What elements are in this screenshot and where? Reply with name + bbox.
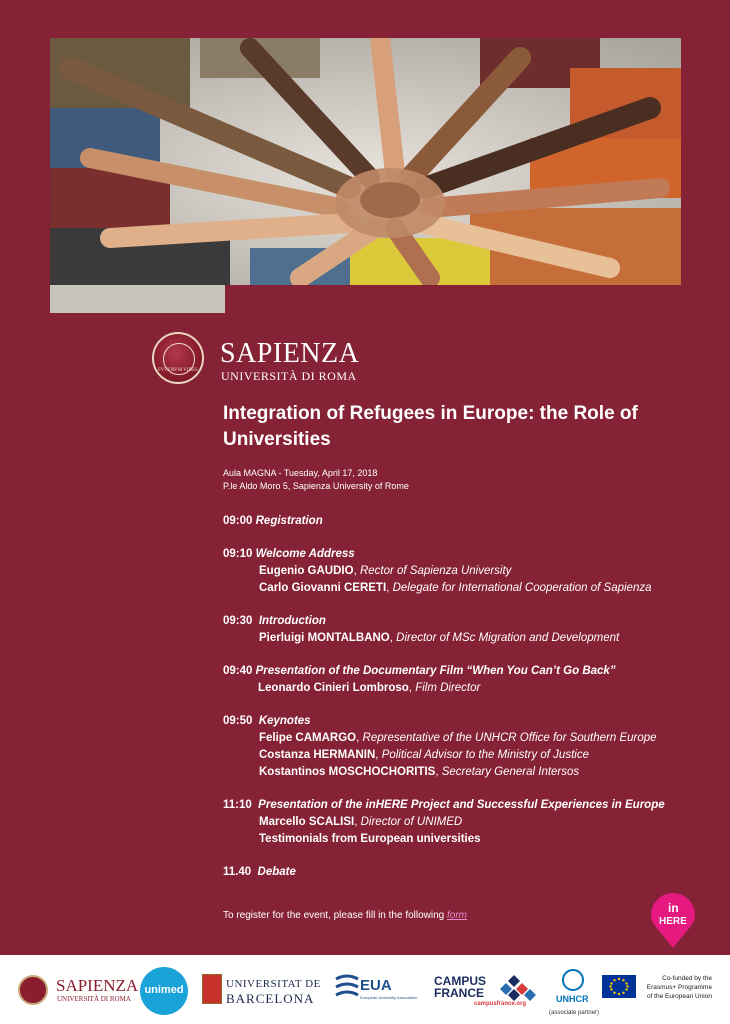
program-time: 09:00: [223, 515, 253, 527]
erasmus-line2: Erasmus+ Programme: [646, 984, 712, 991]
program-label: Keynotes: [258, 715, 311, 727]
inhere-line1: in: [668, 901, 679, 915]
speaker-name: Kostantinos MOSCHOCHORITIS: [259, 766, 436, 778]
program-item: 09:50 Keynotes Felipe CAMARGO, Representative of the UNHCR Office for Southern Europe Costanza HERMANIN, Political Advisor to the Ministry of Justice Kostantinos MOSCHOCHORITIS, Secretary General Intersos: [223, 715, 657, 778]
program-label: Registration: [255, 515, 323, 527]
speaker-role: Secretary General Intersos: [441, 766, 580, 778]
event-title: Integration of Refugees in Europe: the Role of Universities: [223, 403, 638, 450]
program-item: 09:10 Welcome Address Eugenio GAUDIO, Rector of Sapienza University Carlo Giovanni CERETI, Delegate for International Cooperation of Sapienza: [223, 548, 652, 594]
inhere-line2: HERE: [659, 916, 687, 927]
footer-campus-2: FRANCE: [434, 986, 484, 1000]
footer-unhcr-note: (associate partner): [549, 1010, 600, 1016]
program-time: 09:50: [223, 715, 253, 727]
footer-campus-url: campusfrance.org: [474, 1001, 527, 1007]
register-form-link[interactable]: form: [447, 910, 468, 921]
footer-eua-sub: European University Association: [360, 995, 418, 1000]
program-time: 09:30: [223, 615, 253, 627]
program-label: Welcome Address: [255, 548, 355, 560]
speaker-name: Carlo Giovanni CERETI: [259, 582, 387, 594]
university-name: SAPIENZA: [220, 338, 360, 369]
inhere-badge: [650, 893, 696, 949]
barcelona-shield-icon: [202, 974, 222, 1004]
program-label: Introduction: [258, 615, 326, 627]
program-label: Presentation of the inHERE Project and Successful Experiences in Europe: [258, 799, 665, 811]
program-label: Presentation of the Documentary Film “When You Can’t Go Back”: [255, 665, 616, 677]
sapienza-seal-icon: [152, 332, 204, 384]
program-time: 09:10: [223, 548, 253, 560]
venue-address: P.le Aldo Moro 5, Sapienza University of Rome: [223, 481, 409, 491]
erasmus-line3: of the European Union: [646, 993, 712, 1000]
program-item: 09:30 Introduction Pierluigi MONTALBANO, Director of MSc Migration and Development: [223, 615, 620, 644]
speaker-name: Leonardo Cinieri Lombroso: [258, 682, 409, 694]
footer-campus-1: CAMPUS: [434, 974, 487, 988]
program-item: [223, 864, 703, 881]
speaker-name: Testimonials from European universities: [259, 833, 481, 845]
speaker-role: Director of UNIMED: [360, 816, 463, 828]
program-item: 11:10 Presentation of the inHERE Project and Successful Experiences in Europe Marcello SCALISI, Director of UNIMED Testimonials from European universities: [223, 799, 665, 845]
university-subtitle: UNIVERSITÀ DI ROMA: [221, 369, 357, 383]
program-item: [223, 513, 703, 530]
eu-flag-icon: [602, 975, 636, 998]
seal-motto: FVTVRVM VIDES: [158, 368, 198, 373]
program-label: Debate: [257, 866, 296, 878]
speaker-role: Film Director: [415, 682, 481, 694]
speaker-name: Marcello SCALISI: [259, 816, 355, 828]
speaker-role: Political Advisor to the Ministry of Justice: [381, 749, 589, 761]
venue-date: Aula MAGNA - Tuesday, April 17, 2018: [223, 468, 378, 478]
program-time: 09:40: [223, 665, 253, 677]
program-time: 11:10: [223, 799, 252, 811]
speaker-name: Costanza HERMANIN: [259, 749, 376, 761]
campus-diamonds-icon: [492, 973, 536, 1001]
speaker-role: Delegate for International Cooperation of Sapienza: [392, 582, 652, 594]
footer-barcelona-2: BARCELONA: [226, 991, 315, 1006]
footer-barcelona-1: UNIVERSITAT DE: [226, 978, 321, 990]
program-item: 09:40 Presentation of the Documentary Film “When You Can’t Go Back” Leonardo Cinieri Lombroso, Film Director: [223, 665, 616, 694]
hands-together-photo: [50, 38, 681, 285]
footer-unimed: unimed: [144, 984, 184, 996]
program-list: [223, 513, 703, 897]
register-text: To register for the event, please fill in the following: [223, 910, 445, 921]
erasmus-line1: Co-funded by the: [662, 975, 712, 982]
eua-waves-icon: [334, 973, 360, 1003]
speaker-name: Felipe CAMARGO: [259, 732, 357, 744]
map-pin-icon: [650, 893, 696, 949]
sapienza-logo: [152, 332, 362, 392]
speaker-role: Rector of Sapienza University: [359, 565, 512, 577]
speaker-role: Director of MSc Migration and Development: [396, 632, 620, 644]
footer-sapienza-sub: UNIVERSITÀ DI ROMA: [57, 995, 131, 1003]
speaker-name: Eugenio GAUDIO: [259, 565, 354, 577]
speaker-name: Pierluigi MONTALBANO: [259, 632, 390, 644]
photo-tail-strip: [50, 285, 225, 313]
footer-sapienza-name: SAPIENZA: [56, 976, 139, 995]
sapienza-footer-seal-icon: [18, 975, 48, 1005]
register-line: [223, 910, 467, 921]
unhcr-emblem-icon: [562, 969, 584, 991]
speaker-role: Representative of the UNHCR Office for Southern Europe: [362, 732, 657, 744]
partner-logos-footer: [0, 955, 730, 1024]
footer-erasmus: [640, 974, 712, 1001]
footer-eua: EUA: [360, 977, 392, 994]
footer-unhcr: UNHCR: [556, 994, 589, 1004]
program-time: 11.40: [223, 866, 252, 878]
event-venue: [223, 467, 409, 493]
